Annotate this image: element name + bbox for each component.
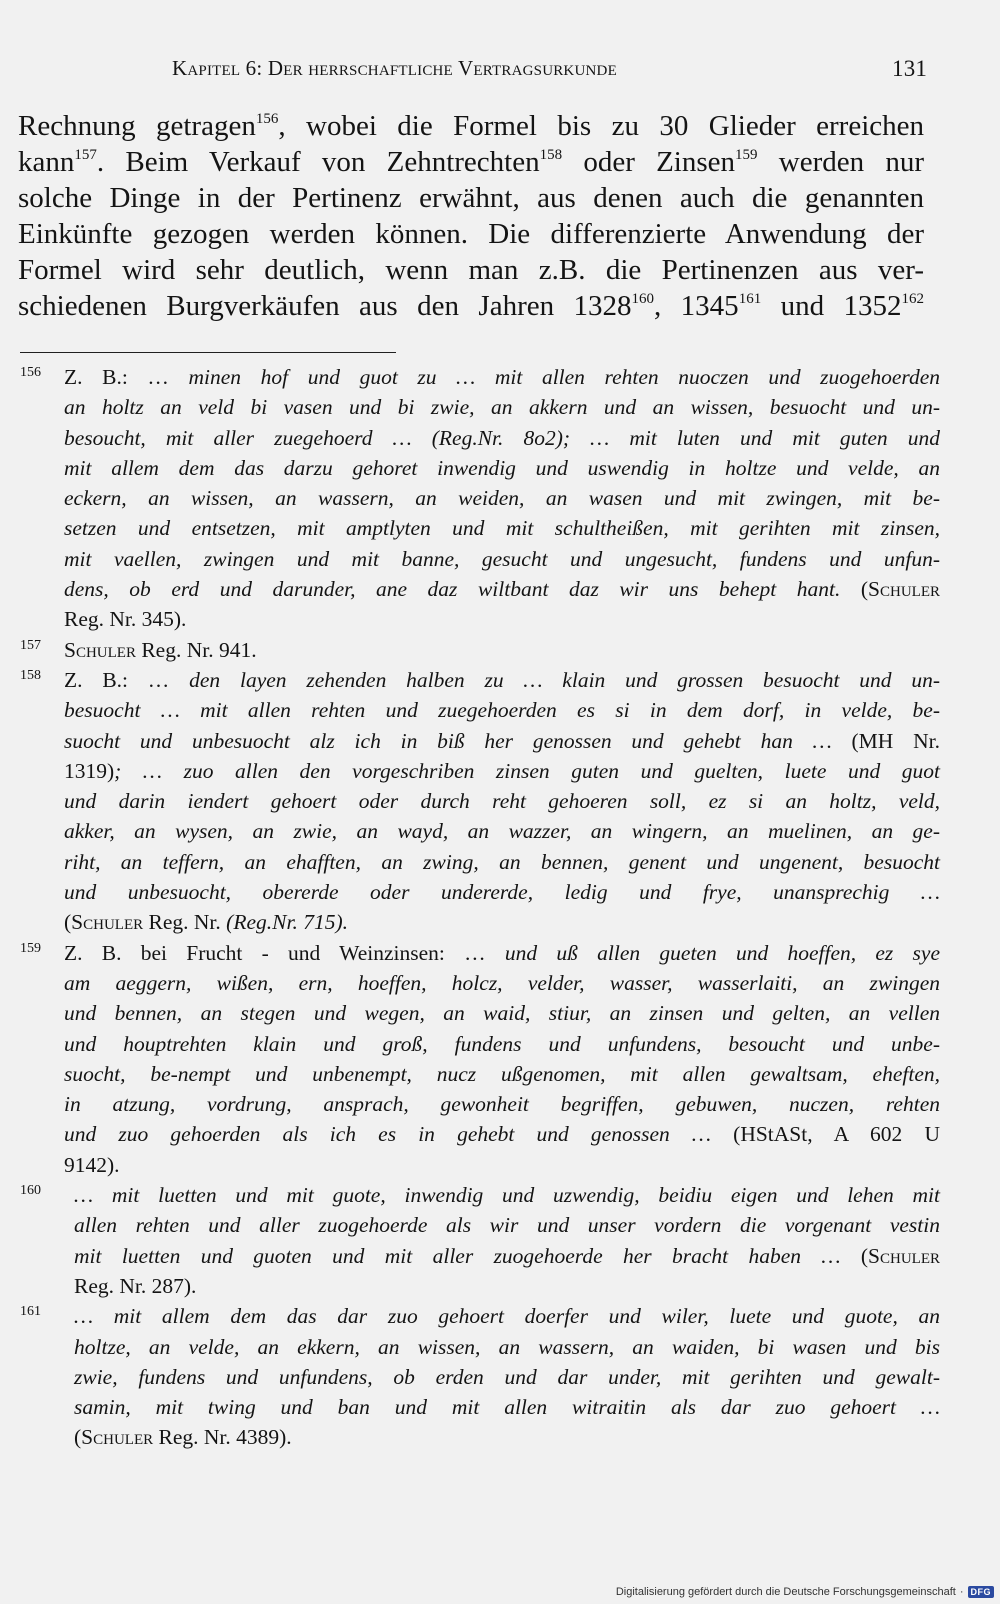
footnote-line: [74, 1362, 940, 1392]
text-line: [18, 108, 924, 144]
footnotes: [20, 362, 940, 1453]
footnote-line: [64, 1029, 940, 1059]
footnote-line: [74, 1422, 940, 1452]
footnote-line: [64, 513, 940, 543]
footnote-segment: Schuler: [868, 1243, 940, 1268]
footnote-segment: 9142).: [64, 1152, 120, 1177]
footnote-segment: riht, an teffern, an ehafften, an zwing, an bennen, genent und ungenent, besuocht: [64, 849, 940, 874]
footnote-line: [64, 968, 940, 998]
footnote-segment: setzen und entsetzen, mit amptlyten und mit schultheißen, mit gerihten mit zinsen,: [64, 516, 940, 541]
footnote-segment: Z. B. bei Frucht - und Weinzinsen: …: [64, 940, 505, 965]
footnote-segment: Schuler: [868, 577, 940, 602]
footnote: [20, 635, 940, 665]
footnote-separator: [20, 352, 396, 353]
footnote-segment: am aeggern, wißen, ern, hoeffen, holcz, velder, wasser, wasserlaiti, an zwingen: [64, 970, 940, 995]
footnote-marker: 156: [255, 111, 279, 127]
footnote-segment: Reg. Nr.: [143, 910, 227, 935]
footnote-segment: zwie, fundens und unfundens, ob erden und dar under, mit gerihten und gewalt-: [74, 1364, 940, 1389]
footnote-marker: 159: [735, 147, 758, 163]
footnote-line: [64, 816, 940, 846]
footnote-number: 157: [20, 637, 41, 653]
footnote-segment: Schuler: [81, 1425, 154, 1450]
footnote-segment: den layen zehenden halben zu … klain und grossen besuocht und un-: [189, 667, 940, 692]
footnote-marker: 158: [539, 147, 563, 163]
footnote-segment: Z. B.: …: [64, 365, 189, 389]
footnote-line: [64, 756, 940, 786]
footnote-segment: suocht, be-nempt und unbenempt, nucz ußgenomen, mit allen gewaltsam, eheften,: [64, 1061, 940, 1086]
footnote-segment: (: [74, 1425, 82, 1450]
text-segment: und 1352: [761, 290, 902, 322]
footnote-segment: minen hof und guot zu … mit allen rehten nuoczen und zuogehoerden: [188, 365, 940, 389]
footnote-segment: akker, an wysen, an zwie, an wayd, an wazzer, an wingern, an muelinen, an ge-: [64, 819, 940, 844]
footnote-line: [64, 665, 940, 695]
text-segment: Rechnung getragen: [18, 110, 256, 142]
footnote-segment: und uß allen gueten und hoeffen, ez sye: [504, 940, 940, 965]
footnote: [20, 665, 940, 938]
footnote-line: [64, 635, 940, 665]
footnote-line: [64, 938, 940, 968]
text-segment: solche Dinge in der Pertinenz erwähnt, aus denen auch die genannten: [18, 182, 924, 214]
footnote-segment: (Reg.Nr. 715).: [226, 910, 348, 935]
footnote-line: [74, 1332, 940, 1362]
footnote-line: [64, 726, 940, 756]
footnote-number: 159: [20, 940, 41, 956]
text-segment: schiedenen Burgverkäufen aus den Jahren 1328: [18, 290, 632, 322]
footnote-line: [64, 423, 940, 453]
footnote-segment: Z. B.: …: [64, 667, 190, 692]
footnote-line: [64, 1059, 940, 1089]
footnote: [20, 1301, 940, 1452]
footnote-marker: 157: [74, 147, 97, 163]
footnote-segment: besoucht, mit aller zuegehoerd … (Reg.Nr. 8o2); … mit luten und mit guten und: [64, 425, 940, 450]
footnote-segment: Reg. Nr. 345).: [64, 607, 187, 632]
footnote-segment: und houptrehten klain und groß, fundens und unfundens, besoucht und unbe-: [64, 1031, 940, 1056]
text-line: [18, 216, 924, 252]
footnote-line: [64, 544, 940, 574]
text-segment: Formel wird sehr deutlich, wenn man z.B. die Pertinenzen aus ver-: [18, 254, 924, 286]
footnote-marker: 160: [631, 291, 655, 307]
footnote-line: [74, 1210, 940, 1240]
footnote-number: 158: [20, 667, 41, 683]
footnote-line: [64, 847, 940, 877]
footnote-segment: an holtz an veld bi vasen und bi zwie, an akkern und an wissen, besuocht und un-: [64, 395, 940, 420]
footnote: [20, 1180, 940, 1301]
chapter-title: Kapitel 6: Der herrschaftliche Vertragsurkunde: [172, 56, 617, 80]
text-segment: kann: [18, 146, 75, 178]
footnote-line: [64, 362, 940, 392]
footnote-segment: Schuler: [64, 637, 136, 662]
footnote-segment: dens, ob erd und darunder, ane daz wiltbant daz wir uns behept hant.: [64, 577, 841, 602]
footnote-line: [64, 998, 940, 1028]
text-segment: Einkünfte gezogen werden können. Die differenzierte Anwendung der: [18, 218, 924, 250]
footnote-segment: (: [64, 910, 72, 935]
main-text: [18, 108, 924, 324]
footnote-line: [74, 1241, 940, 1271]
footnote-line: [64, 574, 940, 604]
footnote-segment: 1319): [64, 758, 115, 783]
running-head: [172, 56, 962, 86]
footnote-line: [64, 786, 940, 816]
footnote-segment: und unbesuocht, obererde oder undererde, ledig und frye, unansprechig …: [64, 880, 940, 905]
footnote-line: [64, 483, 940, 513]
footnote-segment: Schuler: [71, 910, 144, 935]
dfg-logo: DFG: [968, 1586, 995, 1598]
text-segment: , wobei die Formel bis zu 30 Glieder erreichen: [278, 110, 925, 142]
footnote-segment: und zuo gehoerden als ich es in gehebt und genossen …: [64, 1122, 712, 1147]
footnote-number: 156: [20, 365, 41, 380]
text-segment: werden nur: [757, 146, 924, 178]
footnote-line: [74, 1180, 940, 1210]
text-segment: , 1345: [654, 290, 739, 322]
footnote-segment: (HStASt, A 602 U: [711, 1122, 940, 1147]
footnote-segment: Reg. Nr. 941.: [135, 637, 257, 662]
footnote-segment: mit vaellen, zwingen und mit banne, gesucht und ungesucht, fundens und unfun-: [64, 546, 940, 571]
footnote-line: [64, 604, 940, 634]
footnote-line: [74, 1271, 940, 1301]
footnote-segment: (: [840, 1243, 869, 1268]
footnote-segment: Reg. Nr. 287).: [74, 1273, 197, 1298]
footnote-marker: 162: [901, 291, 925, 307]
text-segment: . Beim Verkauf von Zehntrechten: [96, 146, 540, 178]
footnote-segment: samin, mit twing und ban und mit allen witraitin als dar zuo gehoert …: [74, 1395, 940, 1420]
footnote-marker: 161: [738, 291, 762, 307]
text-line: [18, 144, 924, 180]
footnote-segment: mit luetten und guoten und mit aller zuogehoerde her bracht haben …: [74, 1243, 841, 1268]
footnote-segment: suocht und unbesuocht alz ich in biß her genossen und gehebt han …: [64, 728, 832, 753]
footnote-segment: ; … zuo allen den vorgeschriben zinsen guten und guelten, luete und guot: [114, 758, 940, 783]
text-segment: oder Zinsen: [562, 146, 736, 178]
footnote-segment: und darin iendert gehoert oder durch reht gehoeren soll, ez si an holtz, veld,: [64, 789, 940, 814]
footnote-segment: eckern, an wissen, an wassern, an weiden, an wasen und mit zwingen, mit be-: [64, 486, 940, 511]
footnote-line: [64, 453, 940, 483]
footnote-segment: und bennen, an stegen und wegen, an waid, stiur, an zinsen und gelten, an vellen: [64, 1001, 940, 1026]
footnote-segment: (: [840, 577, 869, 602]
footnote-line: [64, 695, 940, 725]
footnote-segment: in atzung, vordrung, ansprach, gewonheit begriffen, gebuwen, nuczen, rehten: [64, 1092, 940, 1117]
footnote-line: [64, 907, 940, 937]
text-line: [18, 180, 924, 216]
footnote-segment: … mit luetten und mit guote, inwendig und uzwendig, beidiu eigen und lehen mit: [74, 1183, 940, 1208]
footnote: [20, 362, 940, 635]
footnote-segment: besuocht … mit allen rehten und zuegehoerden es si in dem dorf, in velde, be-: [64, 698, 940, 723]
footnote-line: [64, 392, 940, 422]
digitization-credit: Digitalisierung gefördert durch die Deutsche Forschungsgemeinschaft · DFG: [616, 1586, 994, 1598]
footnote-line: [64, 1119, 940, 1149]
footnote-line: [74, 1392, 940, 1422]
footnote-number: 160: [20, 1183, 41, 1199]
footnote-line: [64, 877, 940, 907]
credit-text: Digitalisierung gefördert durch die Deutsche Forschungsgemeinschaft: [615, 1586, 956, 1598]
footnote-segment: allen rehten und aller zuogehoerde als wir und unser vordern die vorgenant vestin: [74, 1213, 940, 1238]
footnote: [20, 938, 940, 1180]
footnote-segment: (MH Nr.: [831, 728, 940, 753]
footnote-line: [64, 1150, 940, 1180]
page-number: 131: [892, 56, 928, 81]
footnote-segment: holtze, an velde, an ekkern, an wissen, an wassern, an waiden, bi wasen und bis: [74, 1334, 940, 1359]
text-line: [18, 252, 924, 288]
footnote-segment: … mit allem dem das dar zuo gehoert doerfer und wiler, luete und guote, an: [74, 1304, 940, 1329]
footnote-number: 161: [20, 1304, 41, 1320]
footnote-segment: mit allem dem das darzu gehoret inwendig und uswendig in holtze und velde, an: [64, 455, 940, 480]
footnote-segment: Reg. Nr. 4389).: [153, 1425, 292, 1450]
footnote-line: [64, 1089, 940, 1119]
text-line: [18, 288, 924, 324]
footnote-line: [74, 1301, 940, 1331]
